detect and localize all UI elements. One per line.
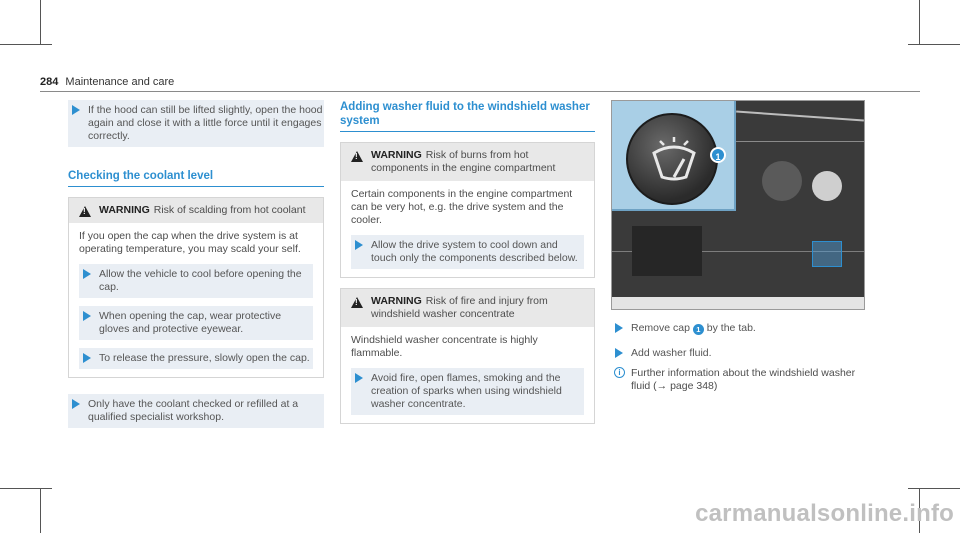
figure-shape — [632, 226, 702, 276]
header-divider — [40, 91, 920, 92]
page-header — [40, 76, 174, 89]
step-text-part: by the tab. — [706, 322, 756, 334]
step-arrow-icon — [72, 399, 80, 409]
figure-callout: 1 — [710, 147, 726, 163]
step-add-fluid — [611, 343, 865, 364]
step-arrow-icon — [615, 323, 623, 333]
crop-mark — [0, 44, 52, 45]
section-title-washer-fluid: Adding washer fluid to the windshield washer system — [340, 100, 595, 132]
engine-compartment-figure — [611, 100, 865, 310]
step-text: Allow the drive system to cool down and touch only the components described below. — [371, 239, 578, 264]
highlight-washer-cap — [812, 241, 842, 267]
crop-mark — [908, 44, 960, 45]
warning-step — [79, 264, 313, 298]
crop-mark — [40, 0, 41, 45]
chapter-title: Maintenance and care — [65, 76, 175, 88]
warning-box-burns — [340, 142, 595, 278]
step-text: Only have the coolant checked or refilled at a qualified specialist workshop. — [88, 398, 299, 423]
step-arrow-icon — [83, 311, 91, 321]
step-text — [631, 322, 865, 335]
watermark: carmanualsonline.info — [695, 500, 954, 527]
warning-text: Certain components in the engine compartment can be very hot, e.g. the drive system and the cooler. — [351, 188, 573, 226]
warning-body — [69, 223, 323, 377]
warning-step — [351, 235, 584, 269]
step-arrow-icon — [72, 105, 80, 115]
warning-box-fire — [340, 288, 595, 424]
step-arrow-icon — [83, 353, 91, 363]
step-text: When opening the cap, wear protective gloves and protective eyewear. — [99, 310, 282, 335]
windshield-washer-icon — [628, 115, 720, 207]
warning-box-scalding — [68, 197, 324, 378]
step-arrow-icon — [83, 269, 91, 279]
warning-label: WARNING — [99, 204, 150, 216]
step-remove-cap — [611, 318, 865, 339]
step-close-hood — [68, 100, 324, 147]
crop-mark — [0, 488, 52, 489]
info-note — [611, 364, 865, 396]
crop-mark — [919, 0, 920, 45]
column-middle — [340, 100, 595, 424]
warning-label: WARNING — [371, 295, 422, 307]
warning-body — [341, 327, 594, 423]
step-text: Avoid fire, open flames, smoking and the creation of sparks when using windshield washer concentrate. — [371, 372, 562, 410]
figure-shape — [812, 171, 842, 201]
callout-badge: 1 — [693, 324, 704, 335]
step-qualified-workshop — [68, 394, 324, 428]
step-text: Allow the vehicle to cool before opening the cap. — [99, 268, 302, 293]
column-left — [68, 100, 324, 428]
warning-text: If you open the cap when the drive system is at operating temperature, you may scald your self. — [79, 230, 301, 255]
warning-triangle-icon — [79, 206, 91, 217]
step-arrow-icon — [355, 373, 363, 383]
info-icon: i — [614, 367, 625, 378]
warning-text: Windshield washer concentrate is highly flammable. — [351, 334, 538, 359]
figure-line — [736, 141, 864, 142]
warning-header — [341, 143, 594, 181]
warning-title: Risk of scalding from hot coolant — [153, 204, 306, 216]
page-number: 284 — [40, 76, 59, 88]
warning-header — [69, 198, 323, 223]
step-text: To release the pressure, slowly open the cap. — [99, 352, 310, 364]
warning-triangle-icon — [351, 297, 363, 308]
warning-step — [79, 348, 313, 369]
warning-triangle-icon — [351, 151, 363, 162]
warning-title: Risk of fire and injury from windshield washer concentrate — [371, 295, 548, 320]
section-title-coolant: Checking the coolant level — [68, 169, 324, 187]
warning-step — [351, 368, 584, 415]
figure-shape — [762, 161, 802, 201]
step-text: Add washer fluid. — [631, 347, 712, 359]
step-arrow-icon — [355, 240, 363, 250]
crop-mark — [40, 488, 41, 533]
step-arrow-icon — [615, 348, 623, 358]
warning-title: Risk of burns from hot components in the engine compartment — [371, 149, 556, 174]
crop-mark — [908, 488, 960, 489]
figure-line — [736, 111, 864, 122]
step-text: If the hood can still be lifted slightly, open the hood again and close it with a little force until it engages correctly. — [88, 104, 323, 142]
step-text-part: Remove cap — [631, 322, 690, 334]
warning-label: WARNING — [371, 149, 422, 161]
washer-cap — [626, 113, 718, 205]
column-right — [611, 100, 865, 396]
warning-body — [341, 181, 594, 277]
warning-header — [341, 289, 594, 327]
warning-step — [79, 306, 313, 340]
note-text: Further information about the windshield washer fluid (→ page 348) — [631, 367, 856, 392]
figure-shape — [612, 297, 864, 310]
